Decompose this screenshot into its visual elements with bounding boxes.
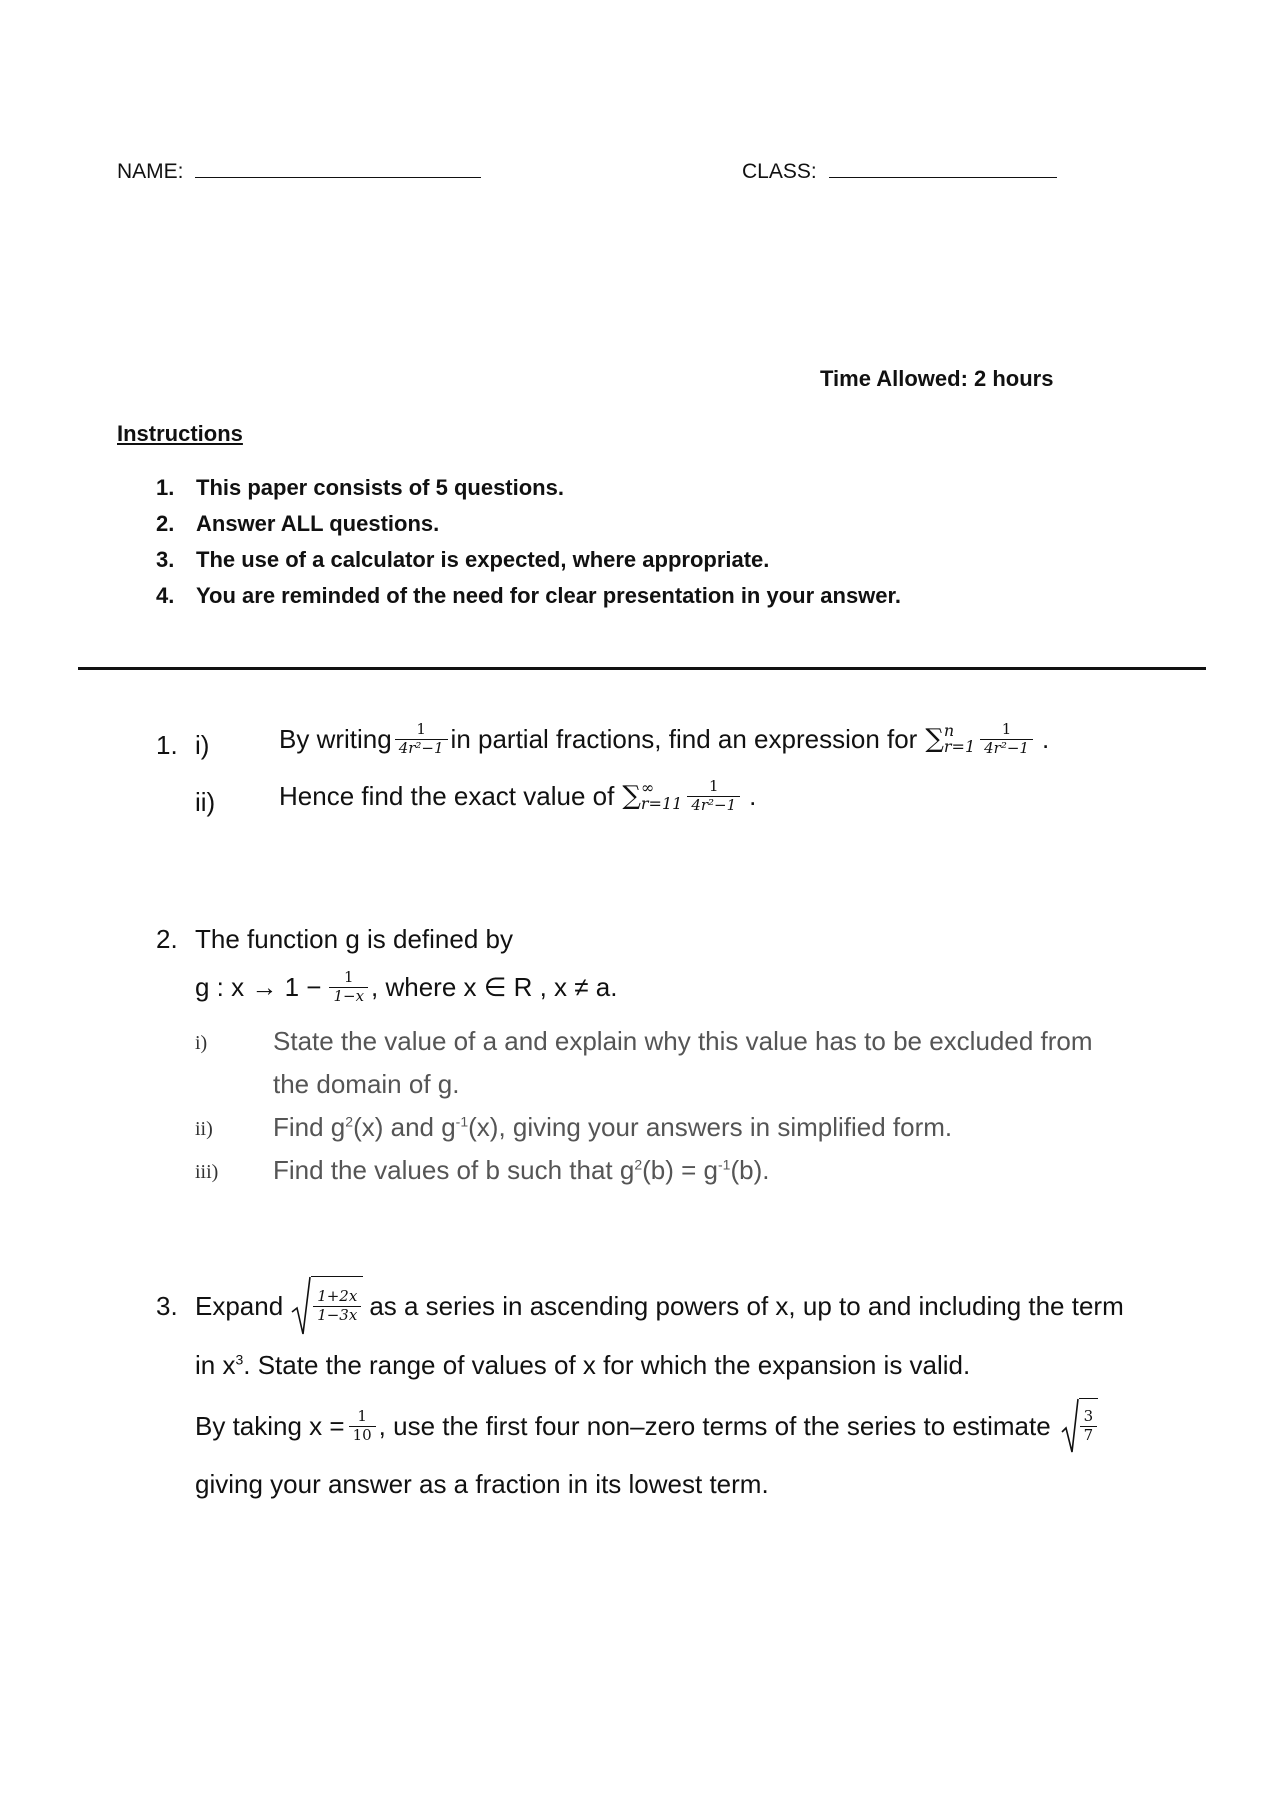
q3-root-2: $\frac{3}{7}$	[1061, 1398, 1099, 1454]
q3-line1: 3. Expand $\frac{1+2x}{1-3x}$ as a series in ascending powers of x, up to and including the term	[156, 1276, 1124, 1336]
q2-definition: g : x → 1 − $\frac{1}{1-x}$ , where x ∈ R , x ≠ a.	[195, 968, 618, 1005]
q1-sum-1-limits: n r=1	[943, 721, 976, 757]
q1-part-i: By writing $\frac{1}{\text{4r²−1}}$ in partial fractions, find an expression for ∑ n r=1 $\frac{1}{\text{4r²−1}}$ .	[279, 720, 1050, 757]
q3-root-1: $\frac{1+2x}{1-3x}$	[291, 1276, 363, 1336]
section-divider	[78, 667, 1206, 670]
sigma-symbol-1: ∑	[925, 724, 944, 755]
q1-fraction-1: $\frac{1}{\text{4r²−1}}$	[395, 722, 448, 757]
name-label: NAME:	[117, 160, 184, 183]
q1-number: 1.	[156, 730, 178, 760]
q2-part-i-line1: State the value of a and explain why this value has to be excluded from	[273, 1026, 1093, 1056]
q2-def-fraction: $\frac{1}{1-x}$	[329, 970, 368, 1005]
sigma-symbol-2: ∑	[622, 781, 641, 812]
q1-sum-2-limits: ∞ r=11	[640, 778, 683, 814]
instructions-title: Instructions	[117, 421, 243, 446]
q1-part-ii-label: ii)	[195, 787, 216, 817]
q2-part-iii-text: Find the values of b such that $g^2(b) = g^{-1}(b)$.	[273, 1155, 770, 1185]
q1-part-i-text-a: By writing	[279, 723, 392, 754]
radical-sign-icon	[1061, 1398, 1079, 1454]
time-allowed: Time Allowed: 2 hours	[820, 366, 1054, 391]
q1-part-ii-text: Hence find the exact value of	[279, 780, 615, 811]
q3-line3: By taking x = $\frac{1}{10}$ , use the first four non–zero terms of the series to estimate $\frac{3}{7}$	[195, 1398, 1098, 1454]
q1-part-i-label: i)	[195, 730, 210, 760]
class-field[interactable]	[742, 160, 1057, 184]
instruction-item-3: 3. The use of a calculator is expected, where appropriate.	[156, 547, 770, 572]
name-blank[interactable]	[195, 177, 481, 178]
q2-part-i-label: i)	[195, 1032, 208, 1054]
instruction-item-2: 2. Answer ALL questions.	[156, 511, 440, 536]
q1-part-i-text-b: in partial fractions, find an expression for	[450, 723, 918, 754]
class-label: CLASS:	[742, 160, 817, 183]
q2-intro: 2. The function g is defined by	[156, 924, 513, 954]
q1-fraction-2: $\frac{1}{\text{4r²−1}}$	[980, 722, 1033, 757]
radical-sign-icon	[291, 1276, 311, 1336]
class-blank[interactable]	[829, 177, 1057, 178]
instruction-item-4: 4. You are reminded of the need for clear presentation in your answer.	[156, 583, 901, 608]
q2-part-i-line2: the domain of g.	[273, 1069, 460, 1099]
q1-fraction-3: $\frac{1}{\text{4r²−1}}$	[687, 779, 740, 814]
q1-part-ii: Hence find the exact value of ∑ ∞ r=11 $\frac{1}{\text{4r²−1}}$ .	[279, 777, 757, 814]
name-field[interactable]	[117, 160, 481, 184]
instruction-item-1: 1. This paper consists of 5 questions.	[156, 475, 564, 500]
q2-part-ii-label: ii)	[195, 1118, 213, 1140]
q3-line4: giving your answer as a fraction in its lowest term.	[195, 1469, 769, 1499]
q3-line2: in $x^3$. State the range of values of x for which the expansion is valid.	[195, 1350, 971, 1380]
q3-x-fraction: $\frac{1}{10}$	[349, 1409, 376, 1444]
q2-part-ii-text: Find $g^2(x)$ and $g^{-1}(x)$, giving your answers in simplified form.	[273, 1112, 953, 1142]
q2-part-iii-label: iii)	[195, 1161, 219, 1183]
